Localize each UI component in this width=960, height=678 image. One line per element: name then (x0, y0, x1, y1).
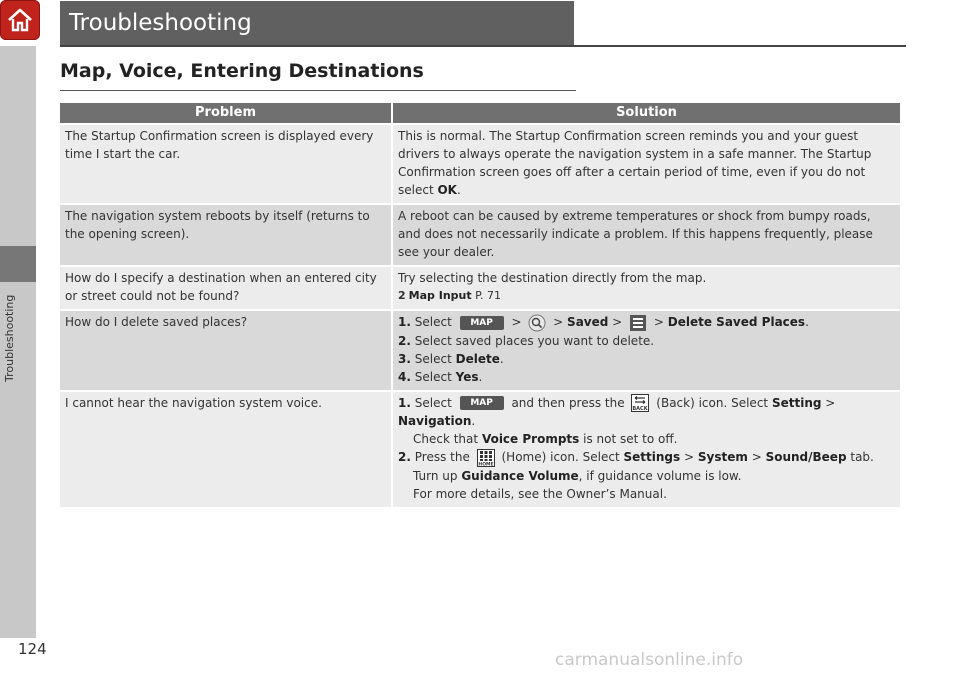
section-divider (60, 90, 576, 91)
step-2: 2. Press the HOME (Home) icon. Select Settings > System > Sound/Beep tab. (398, 450, 874, 467)
troubleshooting-table (58, 101, 902, 509)
solution-cell (393, 311, 900, 390)
step-1-detail: Check that Voice Prompts is not set to off. (413, 432, 678, 446)
step-2-detail: Turn up Guidance Volume, if guidance volume is low. (413, 468, 742, 483)
map-button-icon: MAP (460, 396, 504, 410)
home-icon (6, 7, 34, 33)
problem-cell: How do I specify a destination when an entered city or street could not be found? (60, 267, 391, 309)
step-2-note: For more details, see the Owner’s Manual. (413, 486, 667, 501)
home-nav-button[interactable] (0, 0, 40, 40)
side-tab-marker (0, 246, 36, 282)
svg-text:BACK: BACK (632, 406, 649, 412)
xref-arrow-icon: 2 (398, 289, 406, 302)
page-title-bar (60, 1, 574, 45)
step-1: 1. Select MAP > > Saved > > Delete Saved Places. (398, 313, 894, 332)
table-row (60, 267, 900, 309)
step-3: 3. Select Delete. (398, 351, 504, 366)
problem-cell: The navigation system reboots by itself (returns to the opening screen). (60, 205, 391, 265)
problem-cell: I cannot hear the navigation system voice. (60, 392, 391, 507)
step-2: 2. Select saved places you want to delete. (398, 333, 655, 348)
menu-list-icon (629, 314, 647, 332)
table-row (60, 125, 900, 203)
title-divider (60, 45, 906, 47)
step-4: 4. Select Yes. (398, 369, 483, 384)
solution-cell (393, 392, 900, 507)
table-row (60, 205, 900, 265)
section-title: Map, Voice, Entering Destinations (60, 60, 424, 82)
solution-cell: Try selecting the destination directly from the map. 2 Map Input P. 71 (393, 267, 900, 309)
back-icon (631, 394, 649, 412)
home-grid-icon (477, 449, 495, 467)
header-problem: Problem (60, 103, 391, 123)
problem-cell: The Startup Confirmation screen is displayed every time I start the car. (60, 125, 391, 203)
cross-reference-link[interactable]: 2 Map Input P. 71 (398, 289, 502, 302)
problem-cell: How do I delete saved places? (60, 311, 391, 390)
map-button-icon: MAP (460, 316, 504, 330)
page-title: Troubleshooting (69, 10, 252, 36)
search-icon (528, 314, 546, 332)
table-row (60, 311, 900, 390)
solution-cell: A reboot can be caused by extreme temperatures or shock from bumpy roads, and does not necessarily indicate a problem. If this happens frequently, please see your dealer. (393, 205, 900, 265)
page-number: 124 (18, 640, 47, 658)
watermark: carmanualsonline.info (555, 650, 744, 670)
svg-text:HOME: HOME (478, 462, 494, 467)
sidebar-label: Troubleshooting (3, 294, 16, 382)
header-solution: Solution (393, 103, 900, 123)
step-1: 1. Select MAP and then press the BACK (Back) icon. Select Setting > Navigation. (398, 395, 836, 428)
table-row (60, 392, 900, 507)
solution-cell: This is normal. The Startup Confirmation screen reminds you and your guest drivers to always operate the navigation system in a safe manner. The Startup Confirmation screen goes off after a certain period of time, even if you do not select OK. (393, 125, 900, 203)
table-header-row (60, 103, 900, 123)
